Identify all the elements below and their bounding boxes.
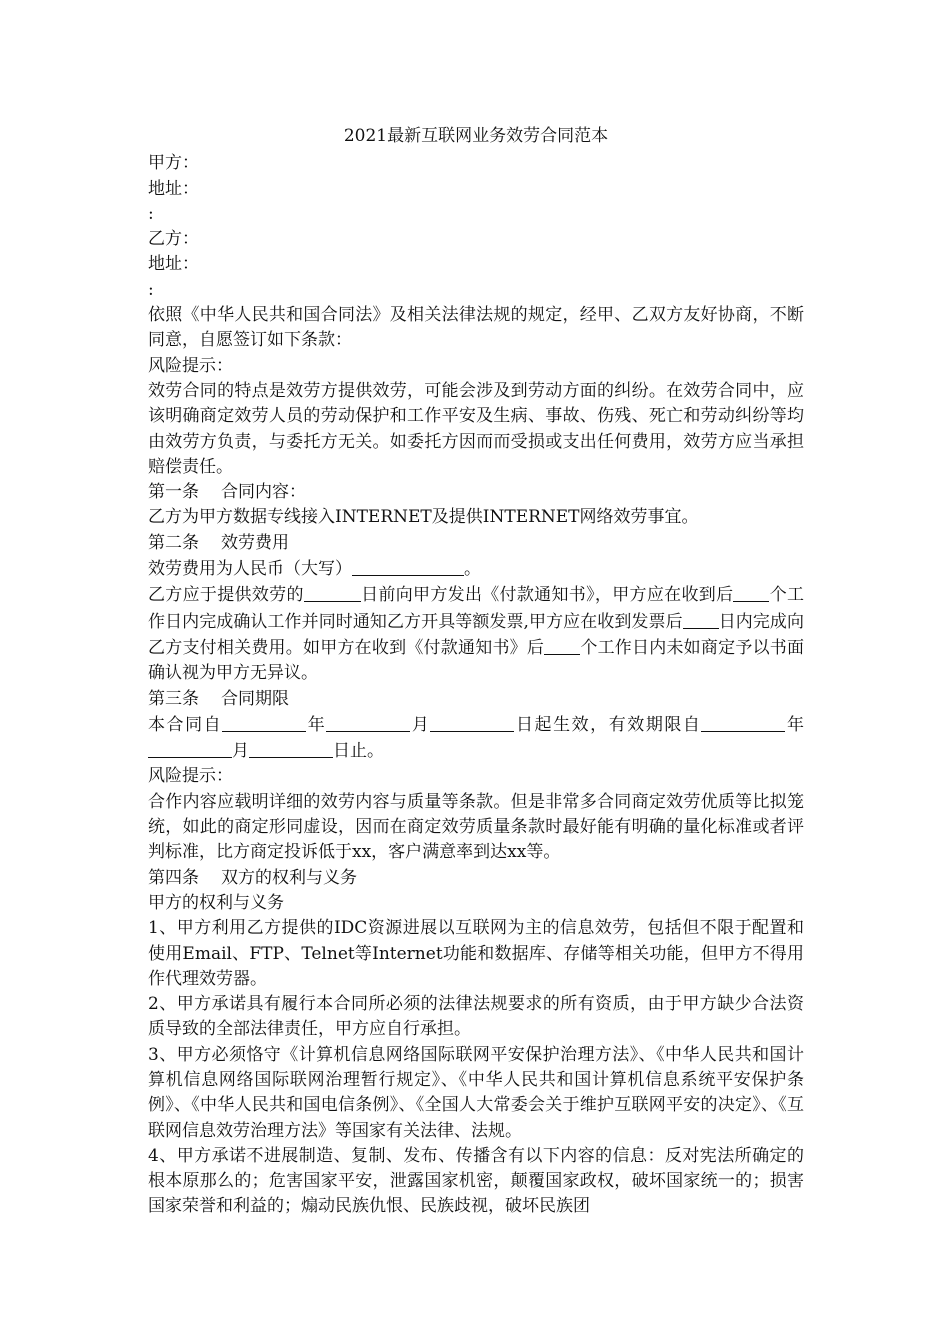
party-a-colon-line: : — [148, 203, 154, 224]
document-title: 2021最新互联网业务效劳合同范本 — [343, 126, 609, 146]
term-text-1: 本合同自 — [148, 714, 223, 735]
start-month-blank — [326, 712, 410, 732]
article-2-heading — [148, 531, 804, 556]
clause-item-1: 1、甲方利用乙方提供的IDC资源进展以互联网为主的信息效劳，包括但不限于配置和使用Email、FTP、Telnet等Internet功能和数据库、存储等相关功能，但甲方不得用作代理效劳器。 — [148, 918, 804, 989]
fee-amount-label: 效劳费用为人民币（大写） — [148, 559, 352, 580]
fee-amount-blank — [352, 556, 464, 576]
payment-days-blank — [304, 582, 361, 602]
clause-item-3: 3、甲方必须恪守《计算机信息网络国际联网平安保护治理方法》、《中华人民共和国计算机信息网络国际联网治理暂行规定》、《中华人民共和国计算机信息系统平安保护条例》、《中华人民共和国电信条例》、《全国人大常委会关于维护互联网平安的决定》、《互联网信息效劳治理方法》等国家有关法律、法规。 — [148, 1044, 804, 1141]
fee-amount-line — [148, 556, 804, 582]
party-a-address-label: 地址： — [148, 178, 199, 199]
article-1-title: 合同内容： — [221, 482, 306, 503]
contract-term-paragraph — [148, 712, 804, 765]
payment-text-2: 日前向甲方发出《付款通知书》，甲方应在收到后 — [360, 585, 734, 606]
article-4-heading — [148, 866, 804, 891]
article-1-heading — [148, 480, 804, 505]
pay-days-blank — [683, 609, 719, 629]
preamble-paragraph: 依照《中华人民共和国合同法》及相关法律法规的规定，经甲、乙双方友好协商，不断同意，自愿签订如下条款： — [148, 305, 804, 351]
end-month-blank — [148, 738, 232, 758]
payment-terms-paragraph — [148, 582, 804, 686]
party-b-colon-line: : — [148, 279, 154, 300]
payment-text-1: 乙方应于提供效劳的 — [148, 585, 304, 606]
term-text-2: 日起生效，有效期限自 — [514, 714, 702, 735]
contract-document — [148, 124, 804, 1220]
risk-notice-heading-1: 风险提示： — [148, 355, 233, 376]
risk-notice-heading-2: 风险提示： — [148, 766, 233, 787]
confirm-days-blank — [733, 582, 769, 602]
article-1-number: 第一条 — [148, 482, 199, 503]
article-3-heading — [148, 687, 804, 712]
term-text-3: 日止。 — [333, 741, 384, 762]
article-2-number: 第二条 — [148, 532, 199, 553]
party-b-address-label: 地址： — [148, 254, 199, 275]
article-3-title: 合同期限 — [221, 688, 289, 709]
article-2-title: 效劳费用 — [221, 532, 289, 553]
party-a-label: 甲方： — [148, 153, 199, 174]
payment-text-4: 日内完成向乙方支付相关费用。如甲方在收到《付款通知书》后 — [148, 611, 805, 658]
objection-days-blank — [544, 635, 580, 655]
start-day-blank — [430, 712, 514, 732]
clause-item-2: 2、甲方承诺具有履行本合同所必须的法律法规要求的所有资质，由于甲方缺少合法资质导致的全部法律责任，甲方应自行承担。 — [148, 994, 804, 1040]
term-year-label: 年 — [306, 714, 327, 735]
article-4-title: 双方的权利与义务 — [221, 867, 357, 888]
term-month-label-2: 月 — [232, 741, 249, 762]
end-day-blank — [249, 738, 333, 758]
party-b-label: 乙方： — [148, 229, 199, 250]
party-a-rights-heading: 甲方的权利与义务 — [148, 892, 284, 913]
fee-amount-end: 。 — [464, 559, 481, 580]
term-month-label: 月 — [410, 714, 431, 735]
payment-text-3: 个工作日内完成确认工作并同时通知乙方开具等额发票,甲方应在收到发票后 — [148, 585, 805, 632]
risk-notice-text-2: 合作内容应载明详细的效劳内容与质量等条款。但是非常多合同商定效劳优质等比拟笼统，如此的商定形同虚设，因而在商定效劳质量条款时最好能有明确的量化标准或者评判标准，比方商定投诉低于xx，客户满意率到达xx等。 — [148, 791, 804, 863]
article-4-number: 第四条 — [148, 867, 199, 888]
clause-item-4: 4、甲方承诺不进展制造、复制、发布、传播含有以下内容的信息：反对宪法所确定的根本原那么的；危害国家平安，泄露国家机密，颠覆国家政权，破坏国家统一的；损害国家荣誉和利益的；煽动民族仇恨、民族歧视，破坏民族团 — [148, 1145, 804, 1217]
term-year-label-2: 年 — [785, 714, 805, 735]
start-year-blank — [222, 712, 306, 732]
end-blank — [701, 712, 785, 732]
article-1-text: 乙方为甲方数据专线接入INTERNET及提供INTERNET网络效劳事宜。 — [148, 507, 699, 528]
risk-notice-text-1: 效劳合同的特点是效劳方提供效劳，可能会涉及到劳动方面的纠纷。在效劳合同中，应该明确商定效劳人员的劳动保护和工作平安及生病、事故、伤残、死亡和劳动纠纷等均由效劳方负责，与委托方无关。如委托方因而而受损或支出任何费用，效劳方应当承担赔偿责任。 — [148, 380, 804, 477]
payment-text-5: 个工作日内未如商定予以书面确认视为甲方无异议。 — [148, 637, 805, 684]
article-3-number: 第三条 — [148, 688, 199, 709]
